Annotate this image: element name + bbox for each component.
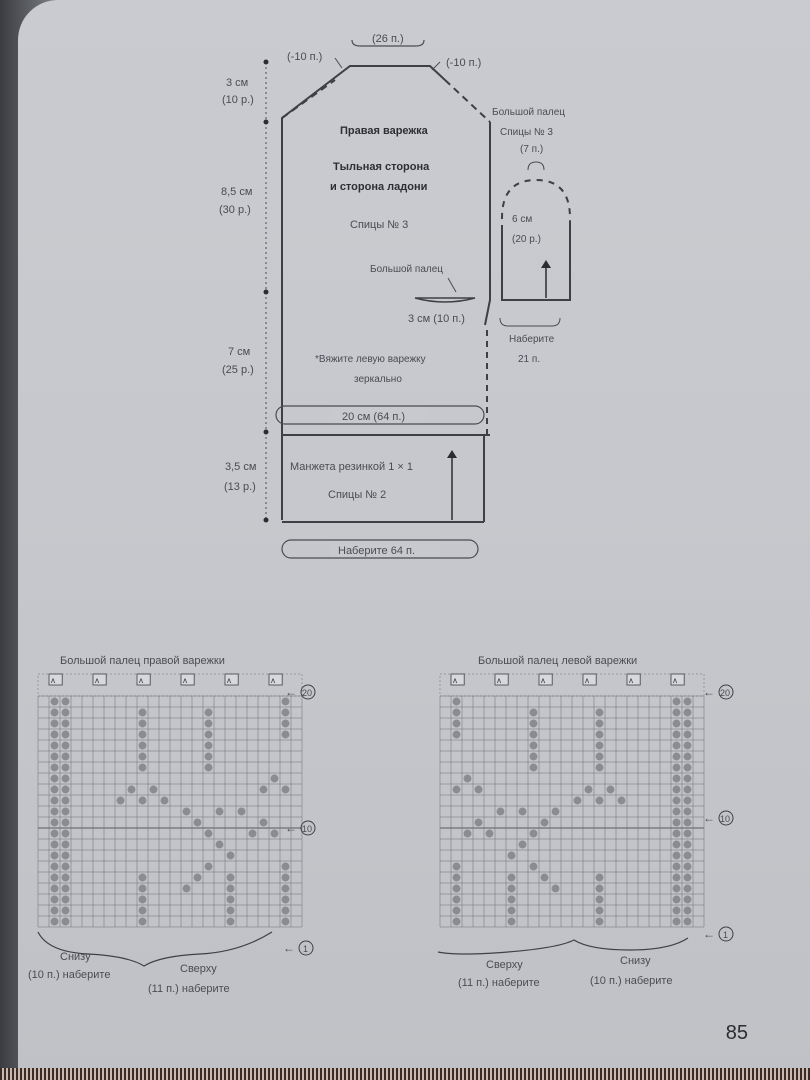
pattern-stitch — [227, 852, 235, 860]
row-marker-10-left: 10 — [720, 814, 731, 824]
pattern-stitch — [497, 808, 505, 816]
pattern-stitch — [183, 885, 191, 893]
thumb-position-label: Большой палец — [370, 264, 443, 275]
pattern-stitch — [62, 841, 70, 849]
mirror-note-2: зеркально — [354, 374, 402, 385]
needles-cuff: Спицы № 2 — [328, 489, 387, 501]
pattern-stitch — [585, 786, 593, 794]
pattern-stitch — [282, 720, 290, 728]
pattern-stitch — [596, 896, 604, 904]
needles-main: Спицы № 3 — [350, 219, 409, 231]
pattern-stitch — [530, 764, 538, 772]
pattern-stitch — [62, 742, 70, 750]
pattern-stitch — [51, 907, 59, 915]
height-low-rows: (25 р.) — [222, 364, 254, 376]
pattern-stitch — [51, 698, 59, 706]
pattern-stitch — [249, 830, 257, 838]
pattern-stitch — [51, 775, 59, 783]
pattern-stitch — [453, 918, 461, 926]
pattern-stitch — [139, 731, 147, 739]
pattern-stitch — [453, 874, 461, 882]
pattern-stitch — [62, 808, 70, 816]
pattern-stitch — [596, 918, 604, 926]
pattern-stitch — [453, 731, 461, 739]
height-mid: 8,5 см — [221, 186, 253, 198]
decrease-symbol: ʌ — [271, 676, 275, 685]
pattern-stitch — [673, 764, 681, 772]
pattern-stitch — [596, 742, 604, 750]
page-number: 85 — [725, 1022, 748, 1044]
row-marker-20-left: 20 — [720, 688, 731, 698]
pattern-stitch — [62, 775, 70, 783]
pattern-stitch — [62, 830, 70, 838]
pattern-stitch — [453, 709, 461, 717]
pattern-stitch — [684, 753, 692, 761]
pattern-stitch — [552, 808, 560, 816]
pattern-stitch — [271, 775, 279, 783]
chart-right-bottom-right-2: (11 п.) наберите — [148, 983, 230, 995]
pattern-stitch — [684, 720, 692, 728]
pattern-stitch — [596, 731, 604, 739]
pattern-stitch — [596, 907, 604, 915]
pattern-stitch — [684, 830, 692, 838]
pattern-stitch — [530, 731, 538, 739]
pattern-stitch — [51, 720, 59, 728]
left-arrow-1: ← — [703, 927, 715, 941]
pattern-stitch — [673, 896, 681, 904]
pattern-stitch — [51, 731, 59, 739]
pattern-stitch — [51, 786, 59, 794]
pattern-stitch — [216, 841, 224, 849]
thumb-piece-needles: Спицы № 3 — [500, 127, 553, 138]
chart-right-bottom-left-1: Снизу — [60, 951, 91, 963]
pattern-stitch — [673, 841, 681, 849]
pattern-stitch — [464, 830, 472, 838]
chart-right-bottom-left-2: (10 п.) наберите — [28, 969, 111, 981]
pattern-stitch — [673, 731, 681, 739]
height-top-rows: (10 р.) — [222, 94, 254, 106]
pattern-stitch — [673, 698, 681, 706]
thumb-piece-height: 6 см — [512, 214, 533, 225]
left-arrow-10: ← — [703, 811, 715, 825]
chart-left-bottom-right-1: Снизу — [620, 955, 651, 967]
pattern-stitch — [282, 863, 290, 871]
pattern-stitch — [227, 907, 235, 915]
cast-on-label: Наберите 64 п. — [338, 545, 416, 557]
height-low: 7 см — [228, 346, 251, 358]
pattern-stitch — [596, 874, 604, 882]
pattern-stitch — [684, 863, 692, 871]
pattern-stitch — [508, 896, 516, 904]
pattern-stitch — [51, 830, 59, 838]
pattern-stitch — [282, 885, 290, 893]
pattern-stitch — [139, 709, 147, 717]
pattern-stitch — [205, 830, 213, 838]
pattern-stitch — [205, 863, 213, 871]
thumb-cast-on-1: Наберите — [509, 334, 555, 345]
decrease-symbol: ʌ — [95, 676, 99, 685]
chart-left-bottom-left-2: (11 п.) наберите — [458, 977, 540, 989]
chart-left-bottom-right-2: (10 п.) наберите — [590, 975, 673, 987]
pattern-stitch — [62, 907, 70, 915]
pattern-stitch — [139, 797, 147, 805]
pattern-stitch — [227, 874, 235, 882]
book-page — [18, 0, 810, 1080]
pattern-stitch — [574, 797, 582, 805]
pattern-stitch — [139, 742, 147, 750]
row-marker-1-right: 1 — [303, 944, 309, 954]
pattern-stitch — [508, 907, 516, 915]
row-marker-20-right: 20 — [302, 688, 313, 698]
pattern-stitch — [216, 808, 224, 816]
pattern-stitch — [530, 753, 538, 761]
pattern-stitch — [684, 918, 692, 926]
pattern-stitch — [62, 731, 70, 739]
pattern-stitch — [62, 698, 70, 706]
pattern-stitch — [62, 896, 70, 904]
pattern-stitch — [139, 874, 147, 882]
pattern-stitch — [282, 786, 290, 794]
mitten-title: Правая варежка — [340, 125, 428, 137]
pattern-stitch — [51, 852, 59, 860]
pattern-stitch — [530, 742, 538, 750]
chart-right-title: Большой палец правой варежки — [60, 655, 225, 667]
pattern-stitch — [62, 819, 70, 827]
pattern-stitch — [684, 742, 692, 750]
thumb-piece-title: Большой палец — [492, 107, 565, 118]
pattern-stitch — [453, 786, 461, 794]
width-label: 20 см (64 п.) — [342, 411, 406, 423]
pattern-stitch — [552, 885, 560, 893]
pattern-stitch — [673, 720, 681, 728]
pattern-stitch — [227, 896, 235, 904]
chart-right-bottom-right-1: Сверху — [180, 963, 217, 975]
pattern-stitch — [541, 874, 549, 882]
pattern-stitch — [673, 918, 681, 926]
pattern-stitch — [51, 753, 59, 761]
pattern-stitch — [194, 874, 202, 882]
pattern-stitch — [139, 720, 147, 728]
pattern-stitch — [541, 819, 549, 827]
pattern-stitch — [475, 786, 483, 794]
pattern-stitch — [51, 742, 59, 750]
pattern-stitch — [673, 885, 681, 893]
pattern-stitch — [227, 918, 235, 926]
pattern-stitch — [139, 896, 147, 904]
pattern-stitch — [205, 753, 213, 761]
pattern-stitch — [453, 698, 461, 706]
pattern-stitch — [62, 852, 70, 860]
pattern-stitch — [684, 797, 692, 805]
decrease-symbol: ʌ — [227, 676, 231, 685]
pattern-stitch — [51, 874, 59, 882]
pattern-stitch — [205, 742, 213, 750]
pattern-stitch — [205, 764, 213, 772]
pattern-stitch — [51, 797, 59, 805]
pattern-stitch — [62, 863, 70, 871]
pattern-stitch — [530, 720, 538, 728]
pattern-stitch — [673, 830, 681, 838]
chart-left-grid — [440, 674, 704, 927]
pattern-diagram — [18, 0, 810, 1080]
pattern-stitch — [684, 731, 692, 739]
pattern-stitch — [282, 918, 290, 926]
top-width-label: (26 п.) — [372, 33, 404, 45]
pattern-stitch — [673, 852, 681, 860]
decrease-symbol: ʌ — [183, 676, 187, 685]
pattern-stitch — [453, 896, 461, 904]
pattern-stitch — [673, 819, 681, 827]
pattern-stitch — [282, 874, 290, 882]
pattern-stitch — [530, 830, 538, 838]
right-arrow-20: ← — [285, 685, 297, 699]
pattern-stitch — [62, 786, 70, 794]
pattern-stitch — [205, 731, 213, 739]
pattern-stitch — [117, 797, 125, 805]
pattern-stitch — [684, 709, 692, 717]
pattern-stitch — [530, 709, 538, 717]
pattern-stitch — [508, 918, 516, 926]
thumb-place-label: 3 см (10 п.) — [408, 313, 465, 325]
pattern-stitch — [673, 797, 681, 805]
right-arrow-1: ← — [283, 941, 295, 955]
pattern-stitch — [596, 709, 604, 717]
pattern-stitch — [596, 797, 604, 805]
pattern-stitch — [260, 786, 268, 794]
chart-right-grid — [38, 674, 302, 927]
left-decrease-label: (-10 п.) — [287, 51, 323, 63]
pattern-stitch — [684, 874, 692, 882]
pattern-stitch — [453, 885, 461, 893]
pattern-stitch — [51, 764, 59, 772]
pattern-stitch — [150, 786, 158, 794]
pattern-stitch — [62, 918, 70, 926]
pattern-stitch — [62, 709, 70, 717]
thumb-piece-rows: (20 р.) — [512, 234, 541, 245]
right-decrease-label: (-10 п.) — [446, 57, 482, 69]
pattern-stitch — [684, 775, 692, 783]
pattern-stitch — [453, 720, 461, 728]
pattern-stitch — [453, 863, 461, 871]
left-arrow-20: ← — [703, 685, 715, 699]
pattern-stitch — [673, 808, 681, 816]
right-arrow-10: ← — [285, 821, 297, 835]
pattern-stitch — [260, 819, 268, 827]
height-cuff: 3,5 см — [225, 461, 257, 473]
pattern-stitch — [684, 819, 692, 827]
height-top: 3 см — [226, 77, 249, 89]
pattern-stitch — [607, 786, 615, 794]
pattern-stitch — [684, 852, 692, 860]
pattern-stitch — [282, 709, 290, 717]
pattern-stitch — [684, 698, 692, 706]
height-cuff-rows: (13 р.) — [224, 481, 256, 493]
pattern-stitch — [51, 885, 59, 893]
mirror-note-1: *Вяжите левую варежку — [315, 354, 426, 365]
pattern-stitch — [51, 709, 59, 717]
pattern-stitch — [684, 896, 692, 904]
pattern-stitch — [673, 753, 681, 761]
pattern-stitch — [684, 885, 692, 893]
pattern-stitch — [673, 863, 681, 871]
pattern-stitch — [62, 753, 70, 761]
pattern-stitch — [227, 885, 235, 893]
pattern-stitch — [684, 907, 692, 915]
pattern-stitch — [271, 830, 279, 838]
pattern-stitch — [673, 874, 681, 882]
pattern-stitch — [508, 852, 516, 860]
pattern-stitch — [205, 720, 213, 728]
decrease-symbol: ʌ — [139, 676, 143, 685]
pattern-stitch — [684, 841, 692, 849]
pattern-stitch — [519, 808, 527, 816]
decrease-symbol: ʌ — [585, 676, 589, 685]
pattern-stitch — [62, 720, 70, 728]
thumb-piece-top: (7 п.) — [520, 144, 544, 155]
decrease-symbol: ʌ — [673, 676, 677, 685]
pattern-stitch — [453, 907, 461, 915]
pattern-stitch — [673, 709, 681, 717]
pattern-stitch — [519, 841, 527, 849]
page-edge — [0, 1068, 810, 1080]
pattern-stitch — [673, 775, 681, 783]
pattern-stitch — [596, 764, 604, 772]
pattern-stitch — [62, 885, 70, 893]
pattern-stitch — [282, 731, 290, 739]
row-marker-1-left: 1 — [723, 930, 729, 940]
pattern-stitch — [139, 764, 147, 772]
pattern-stitch — [282, 907, 290, 915]
pattern-stitch — [139, 885, 147, 893]
pattern-stitch — [51, 808, 59, 816]
pattern-stitch — [618, 797, 626, 805]
pattern-stitch — [183, 808, 191, 816]
pattern-stitch — [62, 764, 70, 772]
decrease-symbol: ʌ — [541, 676, 545, 685]
pattern-stitch — [596, 720, 604, 728]
height-mid-rows: (30 р.) — [219, 204, 251, 216]
pattern-stitch — [62, 797, 70, 805]
pattern-stitch — [673, 786, 681, 794]
pattern-stitch — [62, 874, 70, 882]
pattern-stitch — [139, 753, 147, 761]
pattern-stitch — [205, 709, 213, 717]
pattern-stitch — [684, 786, 692, 794]
pattern-stitch — [596, 885, 604, 893]
pattern-stitch — [51, 863, 59, 871]
pattern-stitch — [673, 907, 681, 915]
pattern-stitch — [486, 830, 494, 838]
pattern-stitch — [508, 885, 516, 893]
pattern-stitch — [51, 896, 59, 904]
pattern-stitch — [508, 874, 516, 882]
pattern-stitch — [475, 819, 483, 827]
decrease-symbol: ʌ — [629, 676, 633, 685]
pattern-stitch — [51, 918, 59, 926]
pattern-stitch — [128, 786, 136, 794]
pattern-stitch — [530, 863, 538, 871]
pattern-stitch — [464, 775, 472, 783]
pattern-stitch — [684, 808, 692, 816]
decrease-symbol: ʌ — [453, 676, 457, 685]
pattern-stitch — [139, 907, 147, 915]
row-marker-10-right: 10 — [302, 824, 313, 834]
pattern-stitch — [684, 764, 692, 772]
side-label-2: и сторона ладони — [330, 181, 428, 193]
decrease-symbol: ʌ — [497, 676, 501, 685]
pattern-stitch — [51, 819, 59, 827]
pattern-stitch — [673, 742, 681, 750]
pattern-stitch — [238, 808, 246, 816]
chart-left-title: Большой палец левой варежки — [478, 655, 638, 667]
decrease-symbol: ʌ — [51, 676, 55, 685]
cuff-label: Манжета резинкой 1 × 1 — [290, 461, 413, 473]
chart-left-bottom-left-1: Сверху — [486, 959, 523, 971]
pattern-stitch — [51, 841, 59, 849]
pattern-stitch — [596, 753, 604, 761]
pattern-stitch — [282, 896, 290, 904]
pattern-stitch — [139, 918, 147, 926]
side-label-1: Тыльная сторона — [333, 161, 430, 173]
thumb-cast-on-2: 21 п. — [518, 354, 541, 365]
pattern-stitch — [194, 819, 202, 827]
pattern-stitch — [161, 797, 169, 805]
